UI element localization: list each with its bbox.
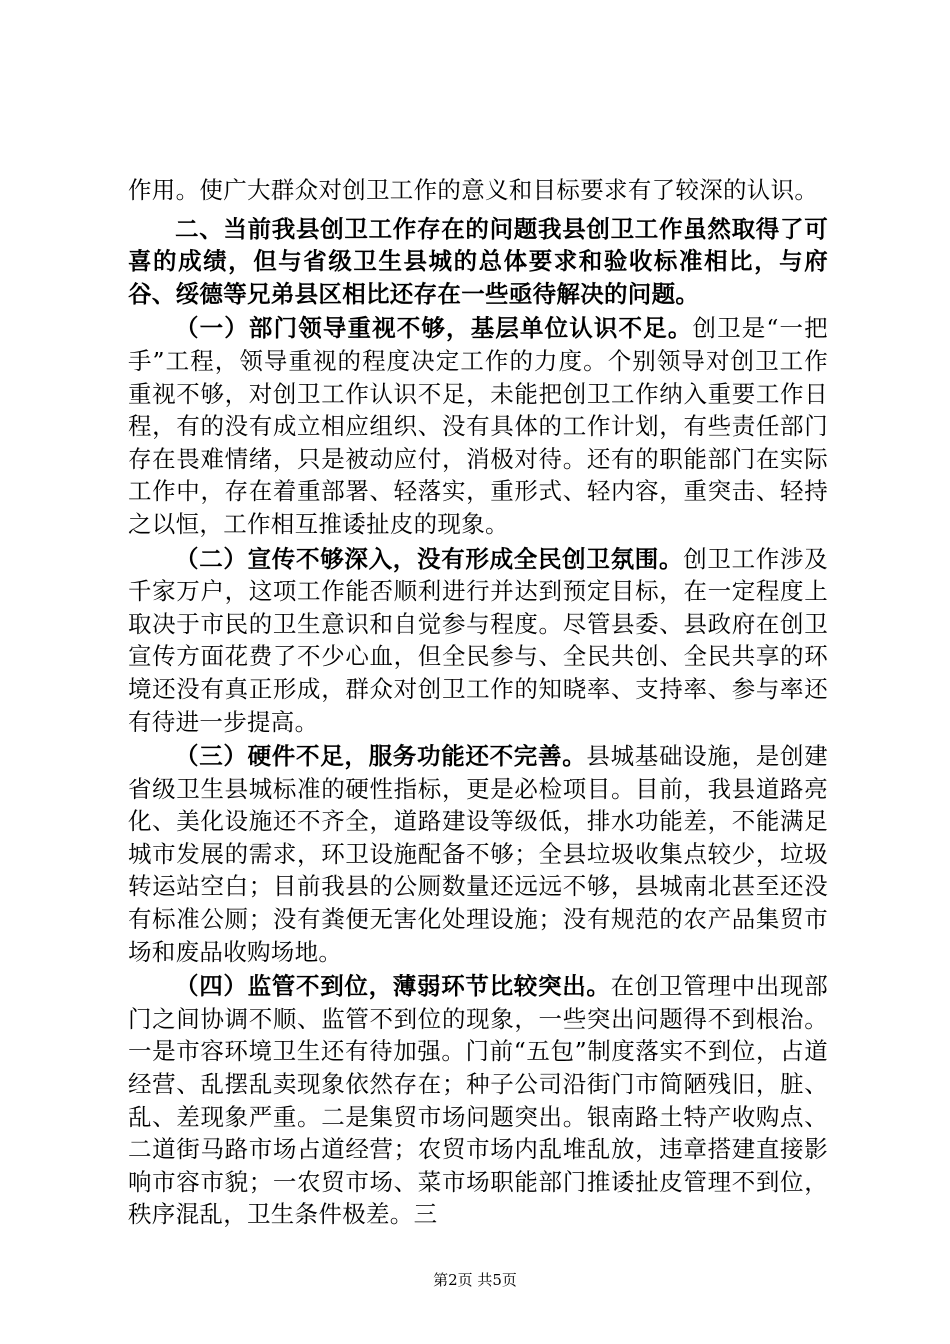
issue-4-heading: （四）监管不到位，薄弱环节比较突出。 [175, 972, 611, 1001]
paragraph-issue-2 [128, 543, 828, 739]
paragraph-issue-4 [128, 970, 828, 1231]
issue-1-heading: （一）部门领导重视不够，基层单位认识不足。 [175, 314, 693, 343]
issue-1-body: 创卫是“一把手”工程，领导重视的程度决定工作的力度。个别领导对创卫工作重视不够，对创卫工作认识不足，未能把创卫工作纳入重要工作日程，有的没有成立相应组织、没有具体的工作计划，有些责任部门存在畏难情绪，只是被动应付，消极对待。还有的职能部门在实际工作中，存在着重部署、轻落实，重形式、轻内容，重突击、轻持之以恒，工作相互推诿扯皮的现象。 [128, 314, 828, 538]
issue-4-body: 在创卫管理中出现部门之间协调不顺、监管不到位的现象，一些突出问题得不到根治。一是市容环境卫生还有待加强。门前“五包”制度落实不到位，占道经营、乱摆乱卖现象依然存在；种子公司沿街门市简陋残旧，脏、乱、差现象严重。二是集贸市场问题突出。银南路土特产收购点、二道街马路市场占道经营；农贸市场内乱堆乱放，违章搭建直接影响市容市貌；一农贸市场、菜市场职能部门推诿扯皮管理不到位，秩序混乱，卫生条件极差。三 [128, 972, 828, 1229]
issue-3-body: 县城基础设施，是创建省级卫生县城标准的硬性指标，更是必检项目。目前，我县道路亮化、美化设施还不齐全，道路建设等级低，排水功能差，不能满足城市发展的需求，环卫设施配备不够；全县垃圾收集点较少，垃圾转运站空白；目前我县的公厕数量还远远不够，县城南北甚至还没有标准公厕；没有粪便无害化处理设施；没有规范的农产品集贸市场和废品收购场地。 [128, 742, 829, 966]
paragraph-issue-3 [128, 740, 828, 968]
paragraph-intro-continuation: 作用。使广大群众对创卫工作的意义和目标要求有了较深的认识。 [128, 176, 819, 204]
page-footer: 第2页 共5页 [433, 1271, 517, 1289]
issue-3-heading: （三）硬件不足，服务功能还不完善。 [175, 742, 587, 771]
document-body [128, 174, 828, 1231]
issue-2-heading: （二）宣传不够深入，没有形成全民创卫氛围。 [175, 544, 684, 573]
issue-2-body: 创卫工作涉及千家万户，这项工作能否顺利进行并达到预定目标，在一定程度上取决于市民的卫生意识和自觉参与程度。尽管县委、县政府在创卫宣传方面花费了不少心血，但全民参与、全民共创、全民共享的环境还没有真正形成，群众对创卫工作的知晓率、支持率、参与率还有待进一步提高。 [128, 544, 828, 736]
paragraph-issue-1 [128, 312, 828, 540]
section-heading-paragraph: 二、当前我县创卫工作存在的问题我县创卫工作虽然取得了可喜的成绩，但与省级卫生县城的总体要求和验收标准相比，与府谷、绥德等兄弟县区相比还存在一些亟待解决的问题。 [128, 214, 828, 308]
